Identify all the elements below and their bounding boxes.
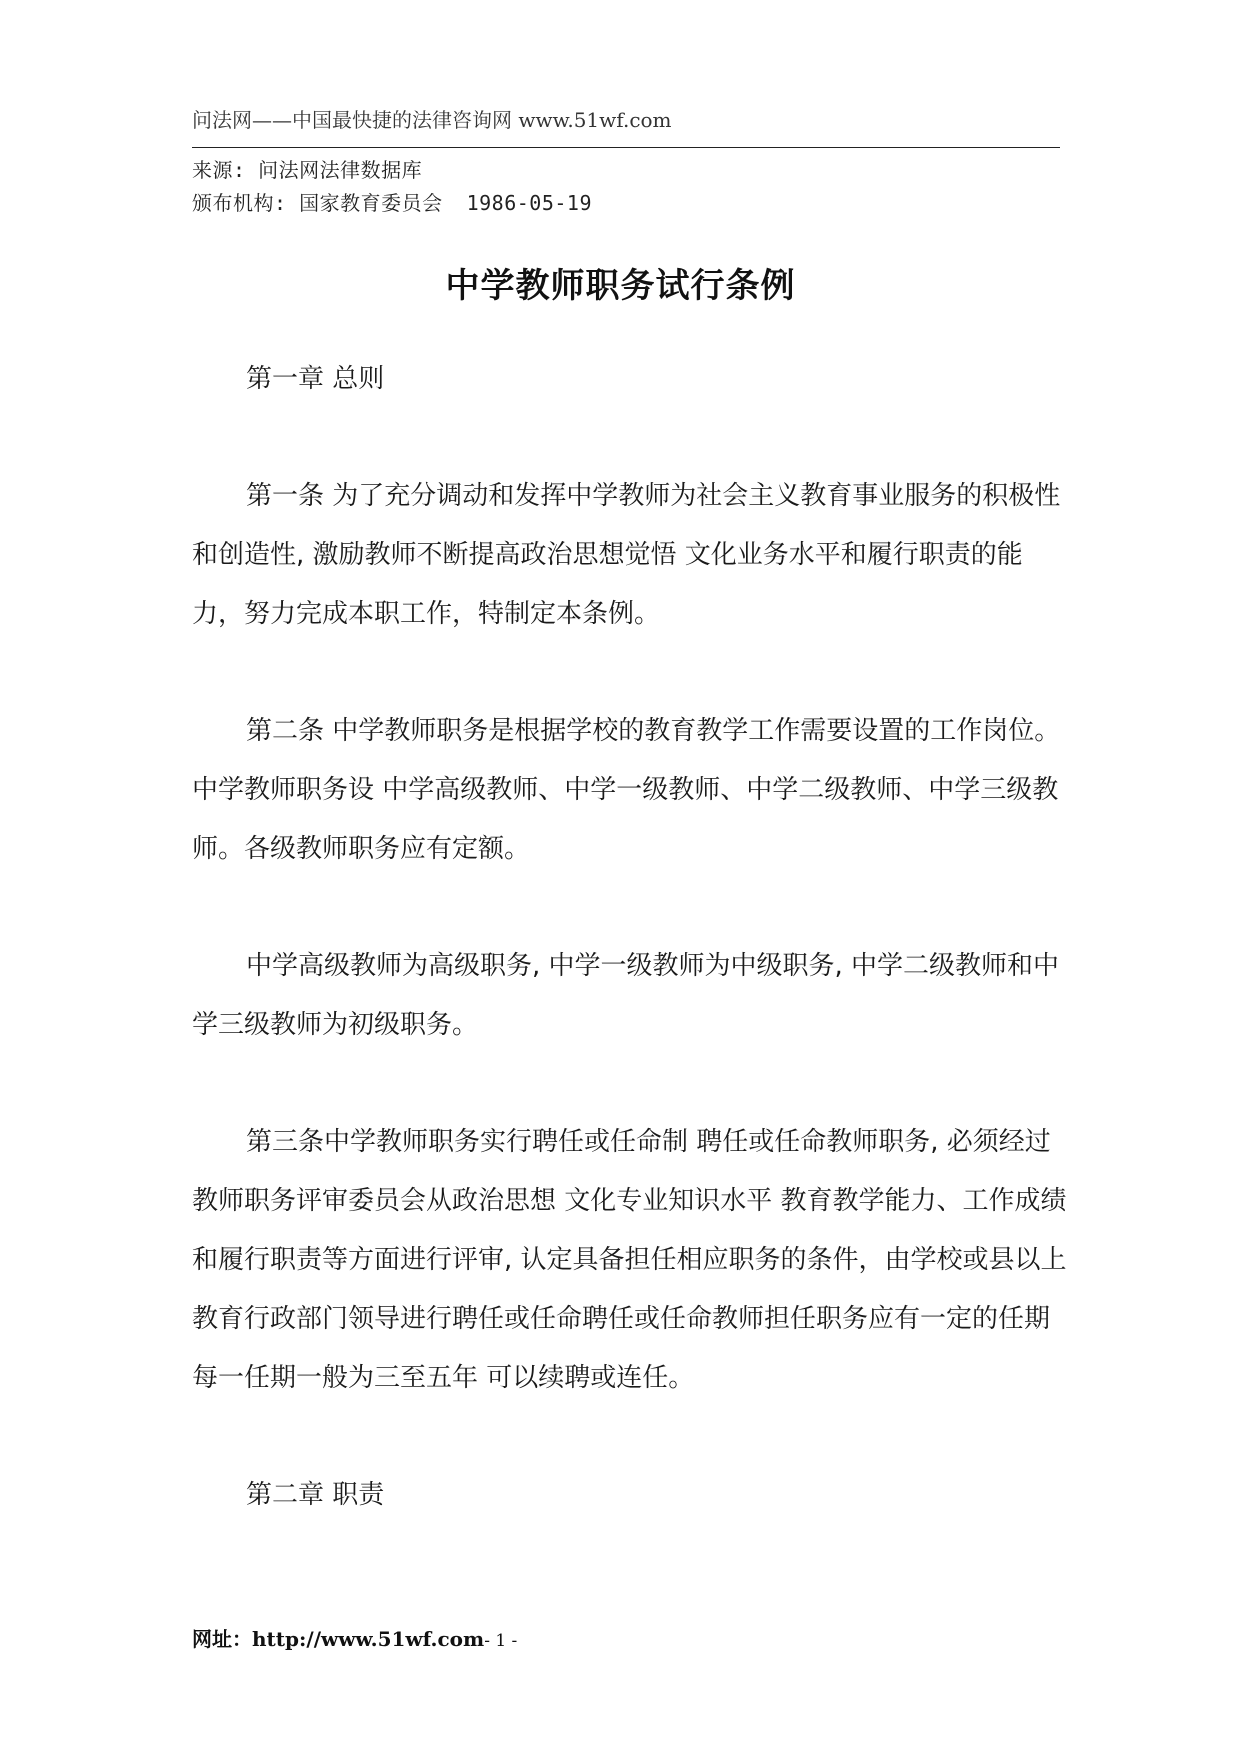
footer-url: 网址：http://www.51wf.com [192, 1627, 485, 1651]
document-title: 中学教师职务试行条例 [445, 266, 796, 306]
article-paragraph: 第三条中学教师职务实行聘任或任命制 聘任或任命教师职务, 必须经过教师职务评审委员会从政治思想 文化专业知识水平 教育教学能力、工作成绩和履行职责等方面进行评审, 认定具备担任相应职务的条件，由学校或县以上教育行政部门领导进行聘任或任命聘任或任命教师担任职务应有一定的任期 每一任期一般为三至五年 可以续聘或连任。 [192, 1127, 1067, 1393]
issuer-line [192, 187, 592, 216]
issuer-label: 颁布机构: 国家教育委员会 [192, 191, 443, 215]
issue-date: 1986-05-19 [466, 191, 593, 215]
source-line: 来源: 问法网法律数据库 [192, 158, 423, 182]
article-paragraph: 中学高级教师为高级职务, 中学一级教师为中级职务, 中学二级教师和中学三级教师为初级职务。 [192, 951, 1060, 1040]
header-divider [192, 147, 1060, 148]
article-paragraph: 第二条 中学教师职务是根据学校的教育教学工作需要设置的工作岗位。中学教师职务设 中学高级教师、中学一级教师、中学二级教师、中学三级教师。各级教师职务应有定额。 [192, 716, 1061, 864]
header-site-line: 问法网——中国最快捷的法律咨询网 www.51wf.com [192, 108, 672, 132]
chapter-heading: 第一章 总则 [246, 364, 385, 394]
document-body [192, 350, 1072, 1525]
article-paragraph: 第一条 为了充分调动和发挥中学教师为社会主义教育事业服务的积极性和创造性, 激励教师不断提高政治思想觉悟 文化业务水平和履行职责的能力，努力完成本职工作，特制定本条例。 [192, 481, 1061, 629]
page-footer [192, 1623, 517, 1652]
page-number: - 1 - [484, 1631, 518, 1651]
chapter-heading: 第二章 职责 [246, 1480, 385, 1510]
